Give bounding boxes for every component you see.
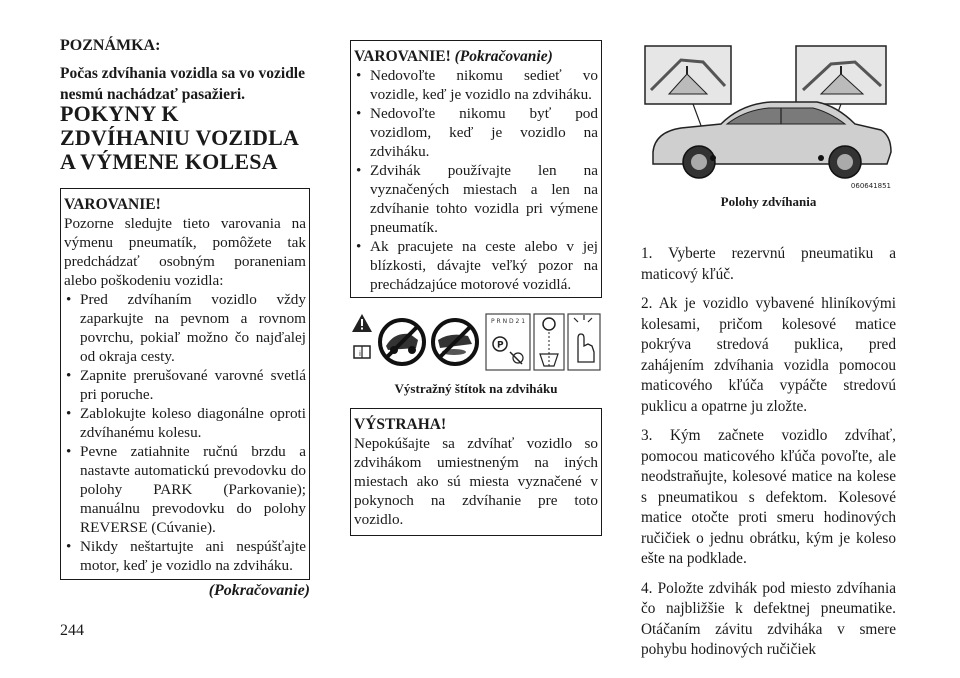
figure-code: 060641851 <box>850 182 891 190</box>
svg-text:P: P <box>497 340 504 351</box>
caution-body: Nepokúšajte sa zdvíhať vozidlo so zdvihákom umiestneným na iných miestach ako sú miesta vyznačené v pokynoch na zdvíhanie pre toto vozidlo. <box>354 435 598 528</box>
caution-title: VÝSTRAHA! <box>354 416 447 433</box>
page-number: 244 <box>60 622 84 639</box>
list-item: • Zablokujte koleso diagonálne oproti zdvíhanému kolesu. <box>64 404 306 442</box>
steps-list <box>641 244 896 670</box>
note-heading: POZNÁMKA: <box>60 37 161 54</box>
jacking-points-illustration <box>641 40 896 192</box>
warning-list <box>64 290 306 575</box>
list-item: • Nikdy neštartujte ani nespúšťajte motor, keď je vozidlo na zdviháku. <box>64 537 306 575</box>
list-item: • Zdvihák používajte len na vyznačených miestach a len na zdvíhanie tohto vozidla pri výmene pneumatík. <box>354 161 598 237</box>
figure-caption: Polohy zdvíhania <box>720 194 817 209</box>
step-paragraph: 2. Ak je vozidlo vybavené hliníkovými kolesami, pričom kolesové matice pokrýva stredová puklica, pred zahájením zdvíhania vozidla pomocou maticového kľúča vypáčte stredovú puklicu a opatrne ju zložte. <box>641 295 896 415</box>
warning-title: VAROVANIE! <box>64 196 161 213</box>
jack-position-icon <box>534 314 564 370</box>
list-item: • Pevne zatiahnite ručnú brzdu a nastavte automatickú prevodovku do polohy PARK (Parkovanie); manuálnu prevodovku do polohy REVERSE (Cúvanie). <box>64 442 306 537</box>
label-caption: Výstražný štítok na zdviháku <box>394 381 558 396</box>
no-crawling-icon <box>433 320 477 364</box>
step-paragraph: 1. Vyberte rezervnú pneumatiku a maticový kľúč. <box>641 245 896 283</box>
rear-jack-point-inset <box>796 46 886 104</box>
list-item: • Ak pracujete na ceste alebo v jej blízkosti, dávajte veľký pozor na prechádzajúce motorové vozidlá. <box>354 237 598 294</box>
step-paragraph: 3. Kým začnete vozidlo zdvíhať, pomocou maticového kľúča povoľte, ale neodstraňujte, kolesové matice na kolese s pneumatikou s defektom. Kolesové matice otočte proti smeru hodinových ručičiek o jednu obrátku, kým je koleso ešte na podklade. <box>641 427 896 567</box>
warning-triangle-icon <box>352 314 372 332</box>
list-item: • Nedovoľte nikomu byť pod vozidlom, keď je vozidlo na zdviháku. <box>354 104 598 161</box>
jack-warning-label <box>350 310 602 374</box>
continued-suffix: (Pokračovanie) <box>454 48 553 65</box>
front-jack-point-inset <box>645 46 731 104</box>
no-person-under-car-icon <box>380 320 424 364</box>
list-item: • Nedovoľte nikomu sedieť vo vozidle, keď je vozidlo na zdviháku. <box>354 66 598 104</box>
warning-title-continued <box>354 47 598 66</box>
park-gear-icon <box>486 314 530 370</box>
continued-label: (Pokračovanie) <box>208 582 310 599</box>
hand-point-icon <box>568 314 600 370</box>
caution-box <box>350 408 602 536</box>
svg-text:i: i <box>359 350 361 358</box>
warning-box-1 <box>60 188 310 580</box>
warning-intro: Pozorne sledujte tieto varovania na výmenu pneumatík, pomôžete tak predchádzať osobným poraneniam alebo poškodeniu vozidla: <box>64 215 306 289</box>
warning-title: VAROVANIE! <box>354 48 451 65</box>
warning-box-2 <box>350 40 602 298</box>
manual-book-icon <box>354 346 370 358</box>
list-item: • Zapnite prerušované varovné svetlá pri poruche. <box>64 366 306 404</box>
section-title: POKYNY K ZDVÍHANIU VOZIDLA A VÝMENE KOLESA <box>60 101 298 174</box>
list-item: • Pred zdvíhaním vozidlo vždy zaparkujte na pevnom a rovnom povrchu, pokiaľ možno čo najďalej od okraja cesty. <box>64 290 306 366</box>
svg-text:P R N D 2 1: P R N D 2 1 <box>491 318 526 325</box>
warning-list <box>354 66 598 294</box>
step-paragraph: 4. Položte zdvihák pod miesto zdvíhania čo najbližšie k defektnej pneumatike. Otáčaním závitu zdviháka v smere pohybu hodinových ručičiek <box>641 579 896 658</box>
note-body: Počas zdvíhania vozidla sa vo vozidle nesmú nachádzať pasažieri. <box>60 65 305 103</box>
